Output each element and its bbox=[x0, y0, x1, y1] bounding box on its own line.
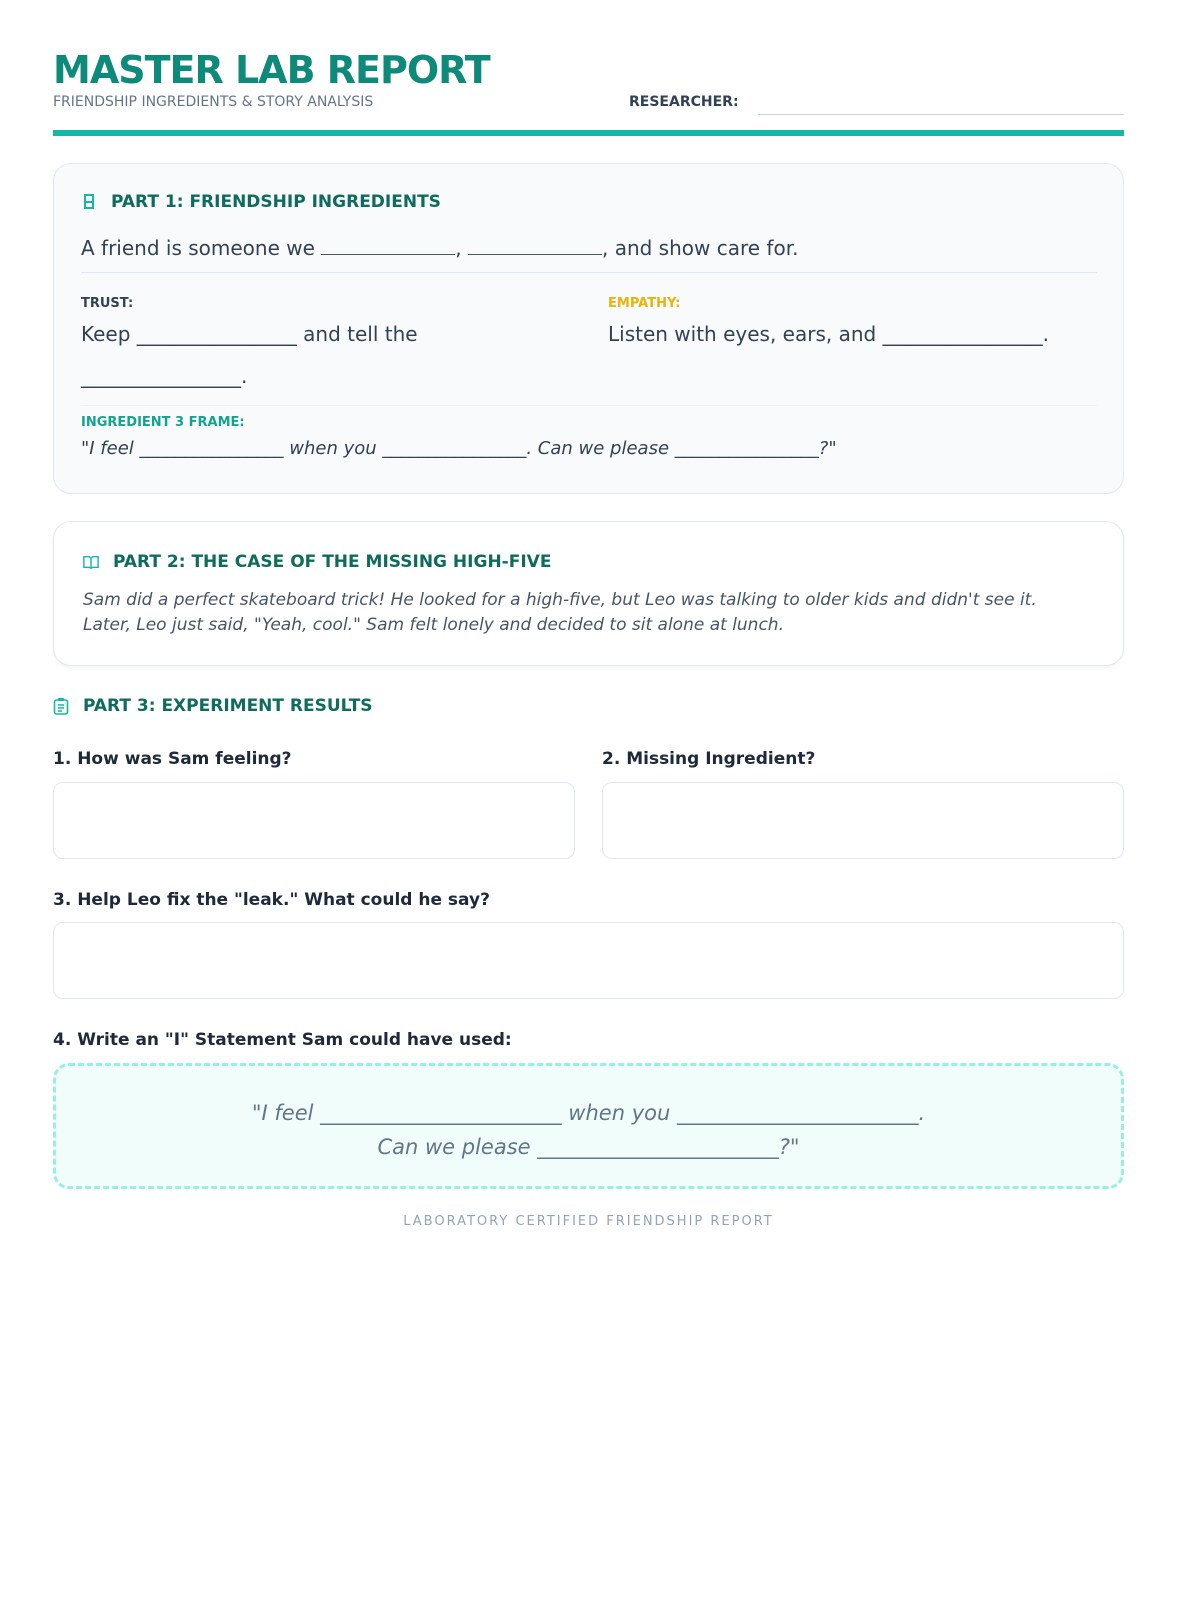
part1-heading bbox=[81, 192, 441, 212]
lab-report bbox=[53, 48, 1124, 1229]
frame-label: INGREDIENT 3 FRAME: bbox=[81, 415, 245, 430]
researcher-label: RESEARCHER: bbox=[629, 94, 739, 110]
divider bbox=[81, 272, 1097, 273]
part2-heading bbox=[83, 552, 551, 572]
divider bbox=[81, 405, 1097, 406]
question-4: 4. Write an "I" Statement Sam could have used: bbox=[53, 1030, 512, 1050]
sentence-comma: , bbox=[455, 236, 462, 260]
part2-title: PART 2: THE CASE OF THE MISSING HIGH-FIVE bbox=[113, 552, 552, 572]
i-statement-box[interactable] bbox=[53, 1063, 1124, 1189]
beaker-icon bbox=[81, 193, 97, 211]
page-title: MASTER LAB REPORT bbox=[53, 48, 490, 92]
story-text: Sam did a perfect skateboard trick! He looked for a high-five, but Leo was talking to older kids and didn't see it. Later, Leo just said, "Yeah, cool." Sam felt lonely and decided to sit alone at lunch. bbox=[83, 590, 1037, 635]
empathy-label: EMPATHY: bbox=[608, 296, 681, 311]
header-divider bbox=[53, 130, 1124, 136]
question-3: 3. Help Leo fix the "leak." What could he say? bbox=[53, 890, 490, 910]
blank-1[interactable] bbox=[321, 237, 455, 255]
friend-definition bbox=[81, 236, 798, 260]
trust-text: Keep ________________ and tell the ________________. bbox=[81, 322, 418, 388]
sentence-end: , and show care for. bbox=[601, 236, 799, 260]
frame-text: "I feel ________________ when you ________________. Can we please ________________?" bbox=[81, 438, 837, 459]
blank-2[interactable] bbox=[468, 237, 602, 255]
trust-label: TRUST: bbox=[81, 296, 134, 311]
researcher-input-line[interactable] bbox=[758, 114, 1124, 115]
sentence-start: A friend is someone we bbox=[81, 236, 315, 260]
part3-heading bbox=[53, 696, 373, 716]
part2-card bbox=[53, 521, 1124, 666]
answer-3-box[interactable] bbox=[53, 922, 1124, 999]
page-subtitle: FRIENDSHIP INGREDIENTS & STORY ANALYSIS bbox=[53, 94, 374, 110]
part3-title: PART 3: EXPERIMENT RESULTS bbox=[83, 696, 373, 716]
clipboard-icon bbox=[53, 697, 69, 715]
empathy-text: Listen with eyes, ears, and ________________. bbox=[608, 322, 1049, 346]
question-1: 1. How was Sam feeling? bbox=[53, 749, 292, 769]
question-2: 2. Missing Ingredient? bbox=[602, 749, 816, 769]
book-icon bbox=[83, 553, 99, 571]
statement-line-2: Can we please _______________________?" bbox=[377, 1135, 800, 1159]
part1-card bbox=[53, 163, 1124, 494]
statement-line-1: "I feel _______________________ when you _______________________. bbox=[251, 1101, 926, 1125]
answer-2-box[interactable] bbox=[602, 782, 1124, 859]
footer-text: LABORATORY CERTIFIED FRIENDSHIP REPORT bbox=[403, 1214, 774, 1229]
part1-title: PART 1: FRIENDSHIP INGREDIENTS bbox=[111, 192, 441, 212]
answer-1-box[interactable] bbox=[53, 782, 575, 859]
